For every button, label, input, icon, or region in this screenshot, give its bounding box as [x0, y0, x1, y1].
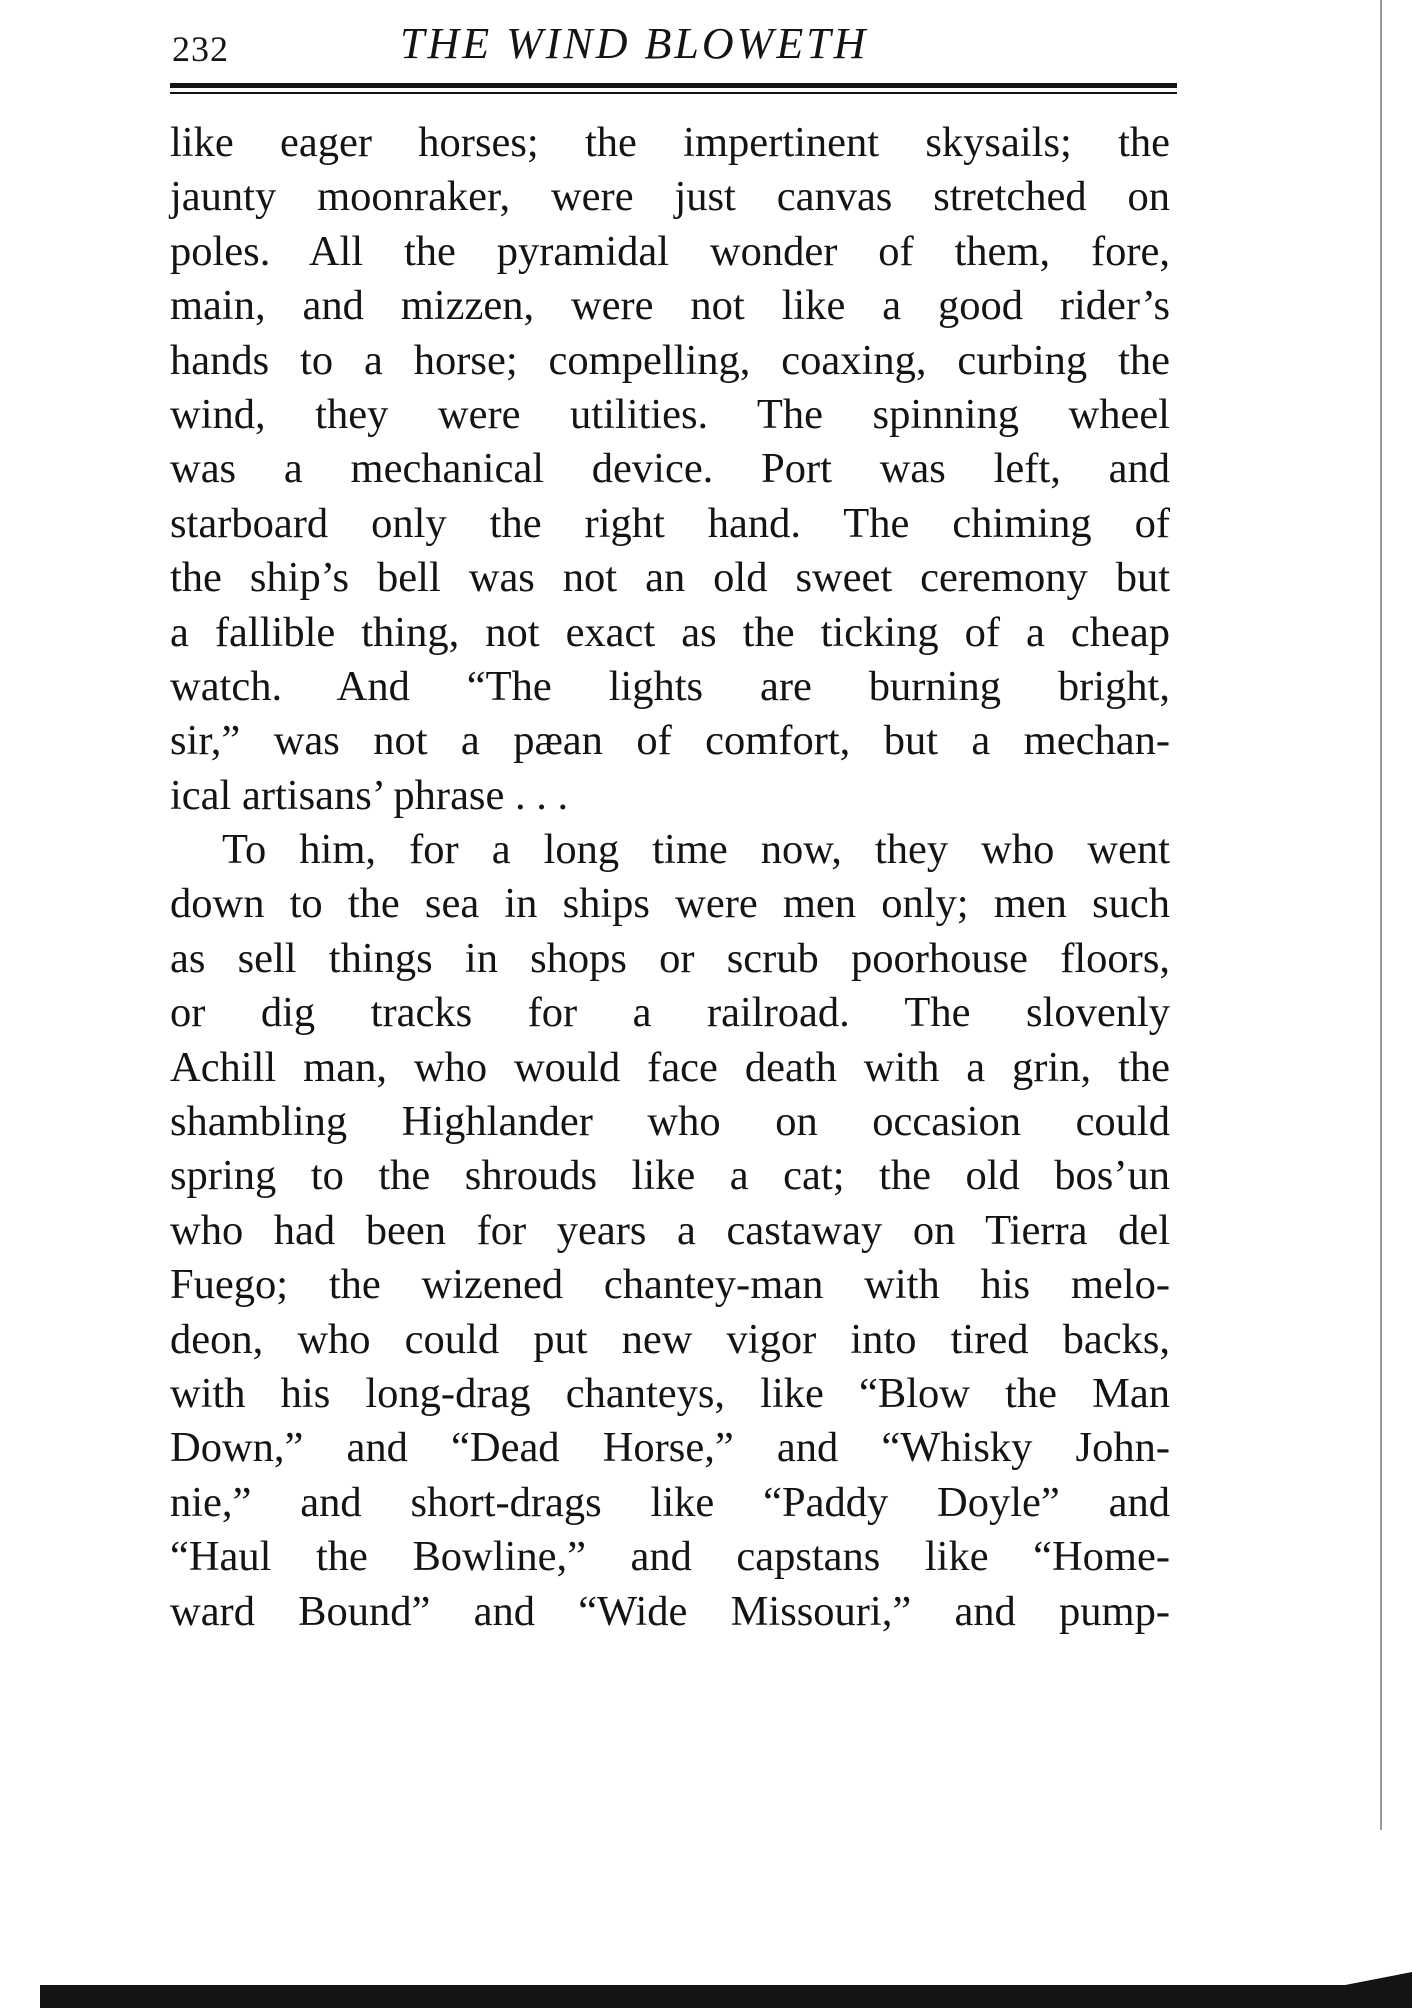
text-line: down to the sea in ships were men only; men such: [170, 880, 1170, 928]
body-text: [170, 116, 1170, 1639]
text-line: sir,” was not a pæan of comfort, but a mechan-: [170, 717, 1170, 765]
text-line: who had been for years a castaway on Tierra del: [170, 1206, 1170, 1254]
bottom-rule-taper: [1340, 1972, 1412, 1986]
text-line: jaunty moonraker, were just canvas stretched on: [170, 173, 1170, 221]
text-line: Fuego; the wizened chantey-man with his melo-: [170, 1261, 1170, 1309]
text-line: a fallible thing, not exact as the ticking of a cheap: [170, 608, 1170, 656]
text-line: watch. And “The lights are burning bright,: [170, 662, 1170, 710]
header-rule: [170, 83, 1177, 88]
text-line: ward Bound” and “Wide Missouri,” and pump-: [170, 1587, 1170, 1635]
page-number: 232: [172, 29, 229, 69]
paragraph-start-line: To him, for a long time now, they who went: [222, 826, 1170, 874]
text-line: spring to the shrouds like a cat; the old bos’un: [170, 1152, 1170, 1200]
page-edge-line: [1380, 0, 1382, 1830]
text-line: like eager horses; the impertinent skysails; the: [170, 119, 1170, 166]
text-line: or dig tracks for a railroad. The slovenly: [170, 989, 1170, 1037]
text-line: as sell things in shops or scrub poorhouse floors,: [170, 934, 1170, 982]
text-line: with his long-drag chanteys, like “Blow the Man: [170, 1369, 1170, 1417]
header-rule-thin: [170, 92, 1177, 94]
text-line: poles. All the pyramidal wonder of them, fore,: [170, 227, 1170, 275]
text-line: starboard only the right hand. The chiming of: [170, 499, 1170, 547]
running-title: THE WIND BLOWETH: [400, 19, 869, 68]
text-line: Achill man, who would face death with a grin, the: [170, 1043, 1170, 1091]
text-line: was a mechanical device. Port was left, and: [170, 445, 1170, 493]
text-line: nie,” and short-drags like “Paddy Doyle” and: [170, 1478, 1170, 1526]
text-line: the ship’s bell was not an old sweet ceremony but: [170, 554, 1170, 602]
text-line: ical artisans’ phrase . . .: [170, 771, 569, 819]
text-line: main, and mizzen, were not like a good rider’s: [170, 282, 1170, 330]
text-line: deon, who could put new vigor into tired backs,: [170, 1315, 1170, 1363]
text-line: shambling Highlander who on occasion could: [170, 1098, 1170, 1146]
text-line: Down,” and “Dead Horse,” and “Whisky John-: [170, 1424, 1170, 1472]
text-line: hands to a horse; compelling, coaxing, curbing the: [170, 336, 1170, 384]
text-line: “Haul the Bowline,” and capstans like “Home-: [170, 1533, 1170, 1581]
bottom-rule: [40, 1985, 1412, 2008]
text-line: wind, they were utilities. The spinning wheel: [170, 390, 1170, 438]
